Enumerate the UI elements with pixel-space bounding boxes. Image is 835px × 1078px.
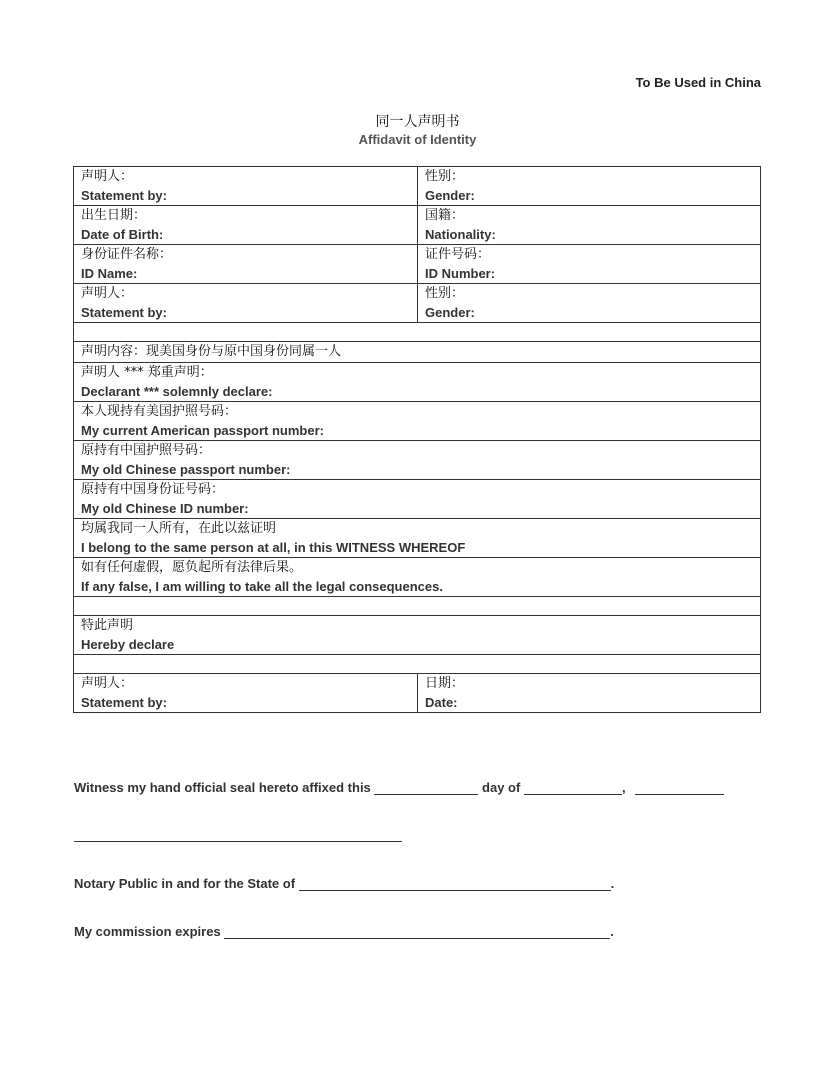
year-blank[interactable] [635,780,724,795]
statement-content-cell [74,342,761,363]
state-blank[interactable] [299,876,611,891]
form-row [74,363,761,402]
day-blank[interactable] [374,780,478,795]
nationality-field[interactable] [418,206,761,245]
date-of-birth-field[interactable] [74,206,418,245]
form-row [74,480,761,519]
field-label-zh: 特此声明 [81,618,134,633]
field-label-zh: 性别： [425,286,465,301]
field-label-zh: 性别： [425,169,465,184]
field-label-zh: 声明人： [81,169,134,184]
gender-field[interactable] [418,167,761,206]
cn-passport-field[interactable] [74,441,761,480]
field-label-zh: 身份证件名称： [81,247,173,262]
period-text: . [610,924,614,939]
blank-cell [74,655,761,674]
commission-blank[interactable] [224,924,610,939]
field-label-zh: 声明人 *** 郑重声明： [81,365,213,380]
field-label-en: Date: [425,695,458,710]
field-label-zh: 国籍： [425,208,465,223]
same-person-cell [74,519,761,558]
notary-state-line [74,876,614,891]
title-english: Affidavit of Identity [358,132,477,147]
form-row [74,616,761,655]
form-row [74,519,761,558]
form-row [74,284,761,323]
blank-row [74,323,761,342]
field-label-zh: 本人现持有美国护照号码： [81,404,238,419]
field-label-en: ID Name: [81,266,138,281]
comma-text: , [621,780,626,795]
blank-row [74,655,761,674]
field-label-zh: 出生日期： [81,208,147,223]
field-label-zh: 声明人： [81,286,134,301]
id-number-field[interactable] [418,245,761,284]
field-label-en: Gender: [425,305,475,320]
form-row [74,441,761,480]
form-row [74,402,761,441]
signature-date-field[interactable] [418,674,761,713]
statement-by-field[interactable] [74,167,418,206]
blank-cell [74,323,761,342]
field-label-en: Statement by: [81,188,167,203]
us-passport-field[interactable] [74,402,761,441]
id-name-field[interactable] [74,245,418,284]
field-label-en: Nationality: [425,227,496,242]
field-label-en: ID Number: [425,266,496,281]
field-label-en: If any false, I am willing to take all the legal consequences. [81,579,443,594]
hereby-declare-cell [74,616,761,655]
field-label-zh: 声明人： [81,676,134,691]
day-of-text: day of [482,780,521,795]
field-label-en: Hereby declare [81,637,175,652]
commission-text: My commission expires [74,924,221,939]
period-text: . [610,876,615,891]
field-label-zh: 均属我同一人所有，在此以兹证明 [81,521,277,536]
form-row [74,674,761,713]
statement-by-field-2[interactable] [74,284,418,323]
witness-line [74,780,724,795]
blank-cell [74,597,761,616]
field-label-en: My current American passport number: [81,423,324,438]
field-label-en: My old Chinese ID number: [81,501,249,516]
field-label-en: My old Chinese passport number: [81,462,291,477]
field-label-en: Date of Birth: [81,227,164,242]
field-label-en: Statement by: [81,695,167,710]
notary-state-text: Notary Public in and for the State of [74,876,296,891]
field-label-zh: 原持有中国身份证号码： [81,482,225,497]
statement-content-zh: 声明内容：现美国身份与原中国身份同属一人 [81,344,342,359]
gender-field-2[interactable] [418,284,761,323]
field-label-en: Statement by: [81,305,167,320]
field-label-zh: 日期： [425,676,465,691]
form-row [74,206,761,245]
declarant-field[interactable] [74,363,761,402]
title-chinese: 同一人声明书 [375,114,460,130]
legal-consequences-cell [74,558,761,597]
notary-signature-line[interactable] [74,841,402,842]
signature-statement-by-field[interactable] [74,674,418,713]
field-label-en: Declarant *** solemnly declare: [81,384,273,399]
usage-note: To Be Used in China [635,75,761,90]
field-label-en: I belong to the same person at all, in this WITNESS WHEREOF [81,540,466,555]
form-row [74,245,761,284]
blank-row [74,597,761,616]
form-row [74,167,761,206]
form-row [74,342,761,363]
cn-id-field[interactable] [74,480,761,519]
affidavit-form-table [73,166,761,713]
field-label-en: Gender: [425,188,475,203]
month-blank[interactable] [524,780,622,795]
witness-text: Witness my hand official seal hereto affixed this [74,780,371,795]
field-label-zh: 如有任何虚假，愿负起所有法律后果。 [81,560,303,575]
form-row [74,558,761,597]
field-label-zh: 原持有中国护照号码： [81,443,212,458]
field-label-zh: 证件号码： [425,247,491,262]
commission-line [74,924,614,939]
